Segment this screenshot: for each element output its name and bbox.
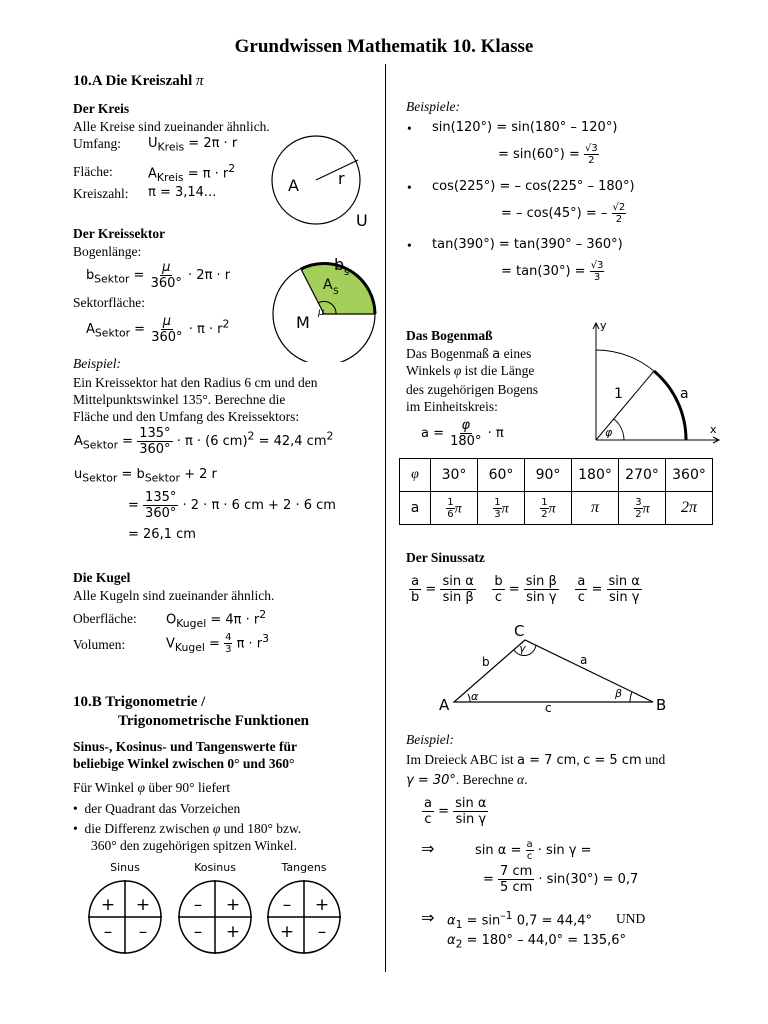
example-3-line-1: tan(390°) = tan(390° – 360°) [432,237,623,252]
svg-text:–: – [103,922,113,942]
beispiel2-text-2: γ = 30°. Berechne α. [406,772,528,788]
svg-text:+: + [314,895,330,915]
kreis-intro: Alle Kreise sind zueinander ähnlich. [73,119,270,134]
bogenmass-heading: Das Bogenmaß [406,328,493,343]
kreis-label-a: A [288,176,299,195]
section-b-heading-1: 10.B Trigonometrie / [73,694,206,710]
example-2-bullet: • [407,180,412,195]
sektor-bs-label: b [334,255,345,274]
sinussatz-formulas: $\frac{a}{b}$ = $\frac{\text{sin α}}{\text{sin β}}$ $\frac{b}{c}$ = $\frac{\text{sin β}}{\text{sin γ}}$ $\frac{a}{c}$ = $\frac{\text{sin α}}{\text{sin γ}}$ [411,574,640,605]
implies-2: ⇒ [421,908,435,927]
oberflaeche-formula: $O_{Kugel} = 4\pi \cdot r^2$ [166,608,267,630]
unit-circle-figure [586,316,722,448]
svg-text:–: – [282,895,292,915]
trig-bullet-2: • die Differenz zwischen φ und 180° bzw. [73,821,302,836]
vertex-a: A [439,696,450,714]
beispiel2-formula-3: = $\frac{7 cm}{5 cm}$ · sin(30°) = 0,7 [483,864,639,895]
bogenmass-formula: a = $\frac{\varphi}{180^\circ}$ · π [421,418,504,449]
kugel-heading: Die Kugel [73,570,131,585]
quadrant-circles [88,856,358,966]
vertex-b: B [656,696,667,714]
svg-text:–: – [193,895,203,915]
svg-text:Sinus: Sinus [110,861,140,874]
sektorflaeche-formula: $A_{Sektor}$ = $\frac{\mu}{360^\circ}$ · $\pi \cdot r^2$ [86,314,230,345]
beispiel2-label: Beispiel: [406,732,454,747]
sektor-figure [262,252,382,362]
svg-text:+: + [100,895,116,915]
kreis-label-u: U [356,211,368,230]
sektor-mu-label: μ [318,307,325,318]
arc-a [654,371,686,440]
side-b: b [482,655,490,669]
beispiel-area-formula: $A_{Sektor}$ = $\frac{135^\circ}{360^\circ}$ · π · (6 cm)$^2$ = 42,4 $cm^2$ [74,426,334,457]
svg-text:+: + [279,922,295,942]
example-3-bullet: • [407,238,412,253]
svg-text:–: – [138,922,148,942]
bogenlaenge-label: Bogenlänge: [73,244,142,259]
bogenmass-text-3: des zugehörigen Bogens [406,382,538,397]
kreis-figure [262,130,382,230]
svg-text:Kosinus: Kosinus [194,861,236,874]
sektor-heading: Der Kreissektor [73,226,166,241]
trig-bullet-2-line-2: 360° den zugehörigen spitzen Winkel. [91,838,297,853]
oberflaeche-label: Oberfläche: [73,611,137,626]
y-axis-label: y [600,319,607,332]
kreis-radius-line [316,160,358,180]
beispiel2-formula-4: $\alpha_1 = \sin^{-1} 0,7 = 44,4^\circ$ [447,909,592,931]
radius-label-1: 1 [614,386,623,402]
trig-subheading-1: Sinus-, Kosinus- und Tangenswerte für [73,739,297,754]
trig-text-1: Für Winkel φ über 90° liefert [73,780,231,795]
section-b-heading-2: Trigonometrische Funktionen [118,713,309,729]
section-a-heading: 10.A Die Kreiszahl π [73,73,204,89]
kugel-intro: Alle Kugeln sind zueinander ähnlich. [73,588,275,603]
sektor-as-sub: S [333,287,339,297]
page-title: Grundwissen Mathematik 10. Klasse [234,36,534,57]
bogenlaenge-formula: $b_{Sektor}$ = $\frac{\mu}{360^\circ}$ · 2π · r [86,260,231,291]
example-1-line-1: sin(120°) = sin(180° – 120°) [432,120,618,135]
side-a: a [580,653,588,667]
tangens-circle [267,861,341,954]
sektor-m-label: M [296,313,310,332]
bogenmass-text-4: im Einheitskreis: [406,399,498,414]
phi-label: φ [605,426,613,439]
beispiel-text-3: Fläche und den Umfang des Kreissektors: [73,409,300,424]
umfang-label: Umfang: [73,136,121,151]
angle-table [399,458,713,525]
vertex-c: C [514,622,525,640]
beispiel-umfang-result: = 26,1 cm [128,527,196,542]
implies-1: ⇒ [421,839,435,858]
svg-text:–: – [317,922,327,942]
column-divider [385,64,386,972]
trig-subheading-2: beliebige Winkel zwischen 0° und 360° [73,756,295,771]
angle-gamma: γ [519,642,526,655]
flaeche-label: Fläche: [73,164,113,179]
sektorflaeche-label: Sektorfläche: [73,295,145,310]
sinus-circle [88,861,162,954]
beispiel-umfang-formula: $u_{Sektor} = b_{Sektor} + 2$ r [74,467,217,485]
flaeche-formula: $A_{Kreis} = \pi \cdot r^2$ [148,162,236,184]
table-row: φ 30° 60° 90° 180° 270° 360° [400,459,713,492]
svg-text:+: + [135,895,151,915]
x-axis-label: x [710,423,717,436]
side-c: c [545,701,552,715]
volumen-formula: $V_{Kugel}$ = $\frac{4}{3}$ $\pi \cdot r^3$ [166,632,270,656]
sektor-as-label: A [323,277,333,293]
beispiel-text-1: Ein Kreissektor hat den Radius 6 cm und den [73,375,318,390]
volumen-label: Volumen: [73,637,126,652]
bogenmass-text-1: Das Bogenmaß a eines [406,346,532,362]
beispiel2-text-1: Im Dreieck ABC ist a = 7 cm, c = 5 cm und [406,752,666,768]
svg-text:–: – [193,922,203,942]
table-row: a $\frac{1}{6}$ π $\frac{1}{3}$ π $\frac{1}{2}$ π π $\frac{3}{2}$ π 2π [400,492,713,525]
svg-text:+: + [225,922,241,942]
triangle [454,640,653,702]
umfang-formula: $U_{Kreis} = 2\pi \cdot r$ [148,136,238,154]
example-3-line-2: = tan(30°) = $\frac{√3}{3}$ [501,260,604,283]
kreiszahl-value: π = 3,14... [148,185,217,200]
svg-text:Tangens: Tangens [281,861,327,874]
example-2-line-2: = – cos(45°) = – $\frac{√2}{2}$ [501,202,626,225]
arc-label-a: a [680,386,689,402]
beispiel2-formula-5: $\alpha_2 = 180^\circ - 44,0^\circ = 135,6^\circ$ [447,933,627,951]
trig-bullet-1: • der Quadrant das Vorzeichen [73,801,241,816]
beispiel-label: Beispiel: [73,356,121,371]
kreis-label-r: r [338,169,345,188]
kreiszahl-label: Kreiszahl: [73,186,129,201]
svg-text:+: + [225,895,241,915]
example-2-line-1: cos(225°) = – cos(225° – 180°) [432,179,635,194]
bogenmass-text-2: Winkels φ ist die Länge [406,363,535,378]
beispiel2-formula-2: sin α = $\frac{a}{c}$ · sin γ = [475,839,592,862]
angle-beta: β [615,687,623,700]
sinussatz-heading: Der Sinussatz [406,550,485,565]
example-1-line-2: = sin(60°) = $\frac{√3}{2}$ [498,143,598,166]
sektor-bs-sub: s [344,267,350,278]
beispiel2-formula-1: $\frac{a}{c}$ = $\frac{\text{sin α}}{\text{sin γ}}$ [424,796,487,827]
kosinus-circle [178,861,252,954]
beispiel-text-2: Mittelpunktswinkel 135°. Berechne die [73,392,286,407]
beispiele-label: Beispiele: [406,99,460,114]
angle-alpha: α [471,690,479,703]
example-1-bullet: • [407,121,412,136]
kreis-heading: Der Kreis [73,101,130,116]
triangle-figure [430,618,675,718]
beispiel-umfang-line2: = $\frac{135^\circ}{360^\circ}$ · 2 · π · 6 cm + 2 · 6 cm [128,490,336,521]
und-label: UND [616,911,646,926]
